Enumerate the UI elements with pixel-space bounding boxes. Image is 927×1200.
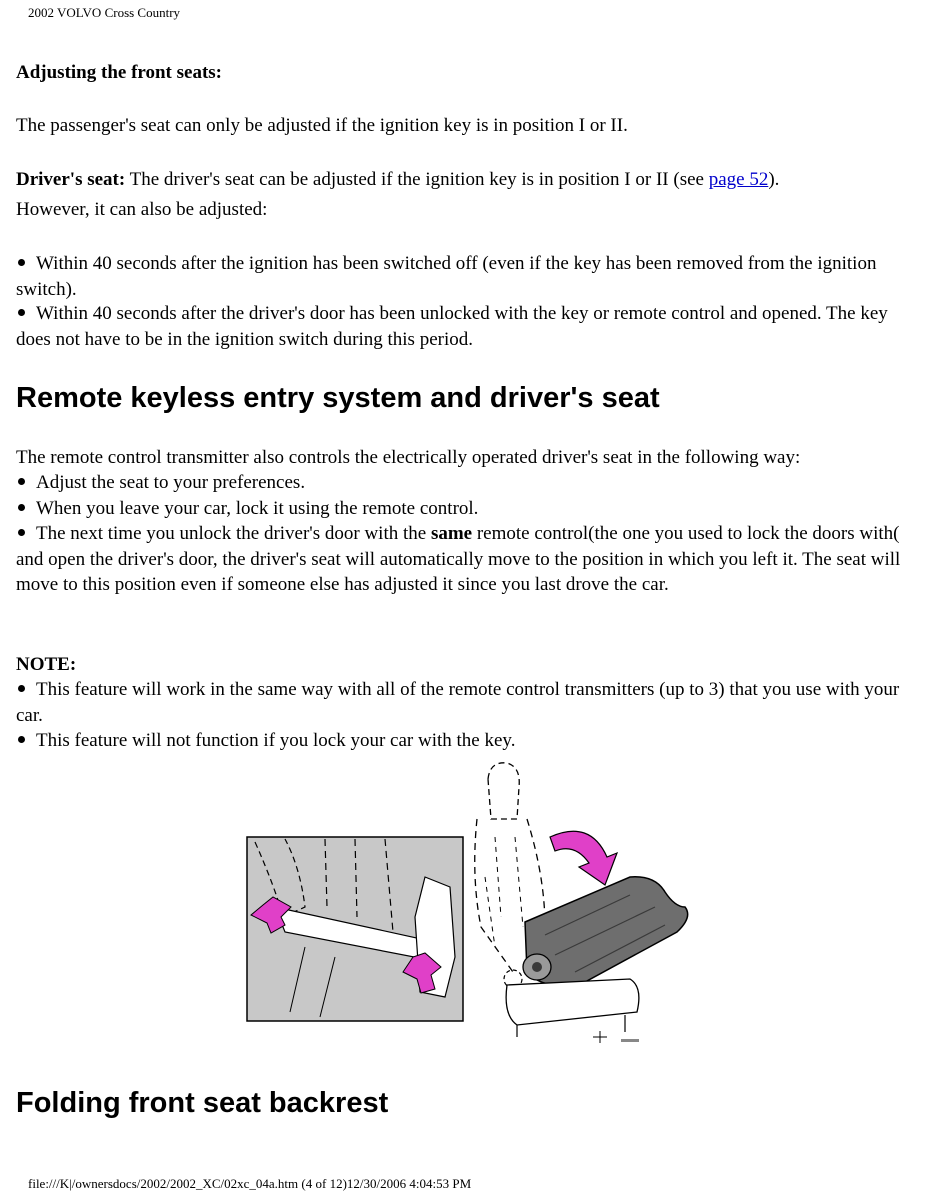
however-paragraph: However, it can also be adjusted: bbox=[16, 199, 268, 220]
recline-knob-center bbox=[532, 962, 542, 972]
list-item bbox=[16, 301, 911, 352]
list-item bbox=[16, 251, 911, 302]
driver-seat-paragraph bbox=[16, 167, 911, 193]
emphasis-same: same bbox=[430, 523, 473, 544]
bullet-icon bbox=[18, 685, 25, 692]
page-header: 2002 VOLVO Cross Country bbox=[28, 5, 181, 20]
list-item-text: Adjust the seat to your preferences. bbox=[36, 472, 306, 493]
driver-seat-text: The driver's seat can be adjusted if the ignition key is in position I or II (see bbox=[125, 169, 709, 190]
illustration-mark bbox=[593, 1031, 607, 1043]
list-item-text: This feature will not function if you lock your car with the key. bbox=[36, 730, 516, 751]
driver-seat-text-end: ). bbox=[768, 169, 780, 190]
list-item-text: Within 40 seconds after the driver's door has been unlocked with the key or remote control and opened. The key does not have to be in the ignition switch during this period. bbox=[16, 303, 888, 350]
bullet-icon bbox=[18, 478, 25, 485]
passenger-seat-paragraph: The passenger's seat can only be adjusted if the ignition key is in position I or II. bbox=[16, 115, 628, 136]
bullet-icon bbox=[18, 259, 25, 266]
bullet-icon bbox=[18, 309, 25, 316]
illustration-code-mark bbox=[621, 1039, 639, 1042]
bullet-icon bbox=[18, 529, 25, 536]
remote-intro: The remote control transmitter also controls the electrically operated driver's seat in the following way: bbox=[16, 447, 801, 468]
bullet-icon bbox=[18, 736, 25, 743]
headrest-outline bbox=[488, 763, 519, 819]
list-item bbox=[16, 470, 911, 496]
adjusting-heading: Adjusting the front seats: bbox=[16, 62, 223, 83]
list-item-text: This feature will work in the same way with all of the remote control transmitters (up to 3) that you use with your car. bbox=[16, 679, 900, 726]
footer-file-path: file:///K|/ownersdocs/2002/2002_XC/02xc_04a.htm (4 of 12)12/30/2006 4:04:53 PM bbox=[28, 1176, 472, 1191]
list-item-text: The next time you unlock the driver's door with the bbox=[36, 523, 431, 544]
list-item bbox=[16, 677, 911, 728]
list-item-text: Within 40 seconds after the ignition has been switched off (even if the key has been removed from the ignition switch). bbox=[16, 253, 877, 300]
page-52-link[interactable]: page 52 bbox=[708, 169, 769, 190]
seat-cushion bbox=[506, 979, 639, 1025]
seat-illustration bbox=[245, 757, 695, 1049]
fold-arrow-icon bbox=[550, 831, 617, 885]
list-item-text: remote control(the one you used to lock the doors with( and open the driver's door, the driver's seat will automatically move to the position in which you left it. The seat will move to this position even if someone else has adjusted it since you last drove the car. bbox=[16, 523, 901, 595]
folding-heading: Folding front seat backrest bbox=[16, 1087, 389, 1119]
remote-heading: Remote keyless entry system and driver's seat bbox=[16, 382, 660, 414]
note-label: NOTE: bbox=[16, 654, 77, 675]
list-item bbox=[16, 521, 911, 598]
driver-seat-label: Driver's seat: bbox=[16, 169, 126, 190]
list-item bbox=[16, 496, 911, 522]
list-item bbox=[16, 728, 911, 754]
backrest-folds bbox=[485, 837, 523, 947]
list-item-text: When you leave your car, lock it using the remote control. bbox=[36, 498, 479, 519]
bullet-icon bbox=[18, 504, 25, 511]
